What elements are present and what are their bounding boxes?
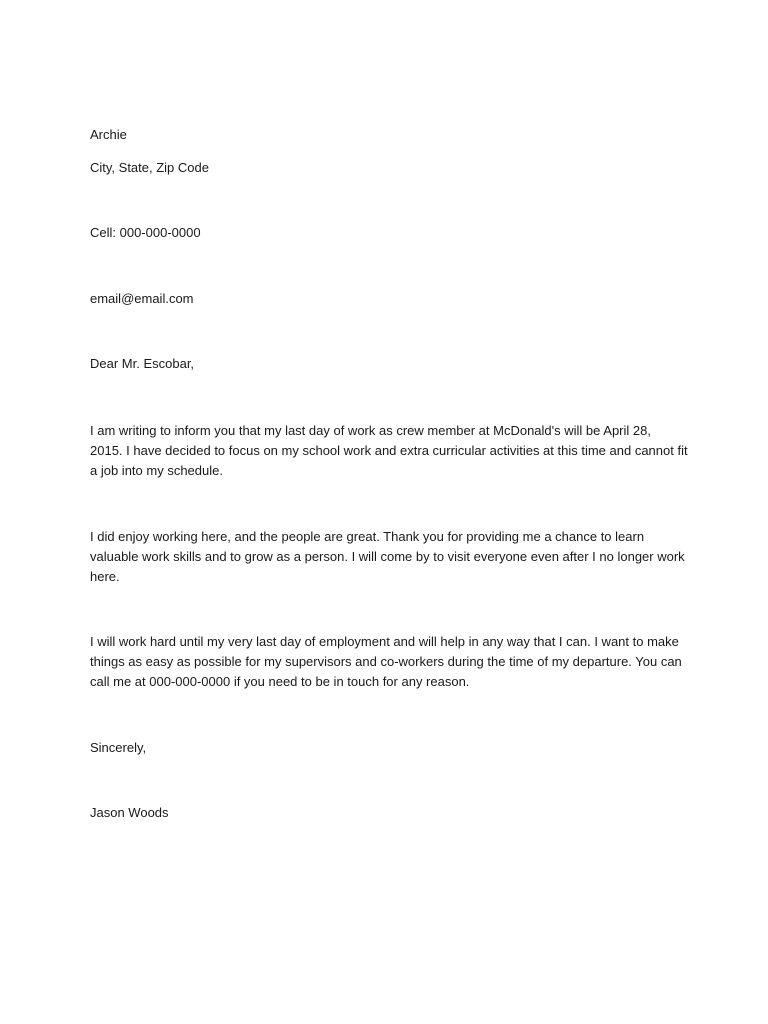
paragraph-line: things as easy as possible for my supervisors and co-workers during the time of my departure. You can — [90, 654, 682, 669]
closing: Sincerely, — [90, 740, 147, 755]
salutation: Dear Mr. Escobar, — [90, 356, 195, 371]
paragraph-line: a job into my schedule. — [90, 463, 223, 478]
paragraph-line: 2015. I have decided to focus on my school work and extra curricular activities at this time and cannot fit — [90, 443, 688, 458]
body-paragraph-3 — [90, 632, 690, 692]
body-paragraph-1 — [90, 421, 690, 481]
signature: Jason Woods — [90, 805, 169, 820]
paragraph-line: here. — [90, 569, 120, 584]
sender-email: email@email.com — [90, 291, 194, 306]
sender-address: City, State, Zip Code — [90, 160, 209, 175]
sender-name: Archie — [90, 127, 127, 142]
paragraph-line: call me at 000-000-0000 if you need to be in touch for any reason. — [90, 674, 470, 689]
sender-cell: Cell: 000-000-0000 — [90, 225, 201, 240]
paragraph-line: I did enjoy working here, and the people are great. Thank you for providing me a chance to learn — [90, 529, 645, 544]
paragraph-line: I am writing to inform you that my last day of work as crew member at McDonald's will be April 28, — [90, 423, 651, 438]
paragraph-line: I will work hard until my very last day of employment and will help in any way that I can. I want to make — [90, 634, 679, 649]
body-paragraph-2 — [90, 527, 690, 587]
paragraph-line: valuable work skills and to grow as a person. I will come by to visit everyone even after I no longer work — [90, 549, 685, 564]
